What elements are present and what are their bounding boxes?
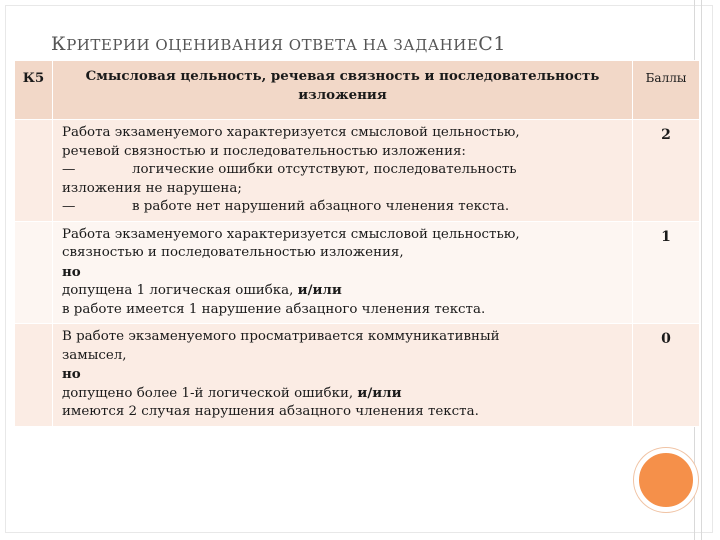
description-line [62,161,624,180]
decorative-circle [634,448,698,512]
score-value: 2 [633,120,700,222]
description-text: и/или [297,282,342,298]
description-text: допущена 1 логическая ошибка, [62,283,294,298]
score-value: 0 [633,324,700,427]
title-initial: К [51,33,67,55]
table-row [15,120,700,222]
score-header: Баллы [633,61,700,120]
table-header-row [15,61,700,120]
decorative-line [701,0,702,540]
criterion-description [53,324,633,427]
description-line: изложения не нарушена; [62,180,242,196]
title-task: С1 [478,33,506,55]
description-line: речевой связностью и последовательностью изложения: [62,143,466,159]
empty-cell [15,120,53,222]
criterion-description [53,120,633,222]
title-text: РИТЕРИИ ОЦЕНИВАНИЯ ОТВЕТА НА ЗАДАНИЕ [66,36,479,54]
description-line: имеются 2 случая нарушения абзацного членения текста. [62,404,479,419]
description-line: но [62,263,81,280]
description-text: допущено более 1-й логической ошибки, [62,385,354,401]
description-line [62,198,624,217]
table-row [15,221,700,324]
description-line: Работа экзаменуемого характеризуется смысловой цельностью, [62,125,520,140]
description-line [62,281,624,301]
description-text: логические ошибки отсутствуют, последовательность [132,162,517,177]
empty-cell [15,324,53,427]
description-line: В работе экзаменуемого просматривается коммуникативный [62,329,500,344]
description-line: в работе имеется 1 нарушение абзацного членения текста. [62,301,486,317]
dash-marker: — [62,162,76,177]
criterion-title: Смысловая цельность, речевая связность и последовательность изложения [53,61,633,120]
slide-title [51,33,671,55]
description-line: замысел, [62,347,127,363]
empty-cell [15,221,53,324]
criteria-table [14,60,700,427]
description-line: но [62,366,81,382]
description-text: и/или [357,384,402,401]
table-row [15,324,700,427]
description-line: Работа экзаменуемого характеризуется смысловой цельностью, [62,226,520,242]
score-value: 1 [633,221,700,324]
description-line [62,384,624,404]
description-text: в работе нет нарушений абзацного членения текста. [132,199,510,214]
description-line: связностью и последовательностью изложения, [62,245,404,260]
dash-marker: — [62,199,76,214]
criterion-code: К5 [15,61,53,120]
criterion-description [53,221,633,324]
